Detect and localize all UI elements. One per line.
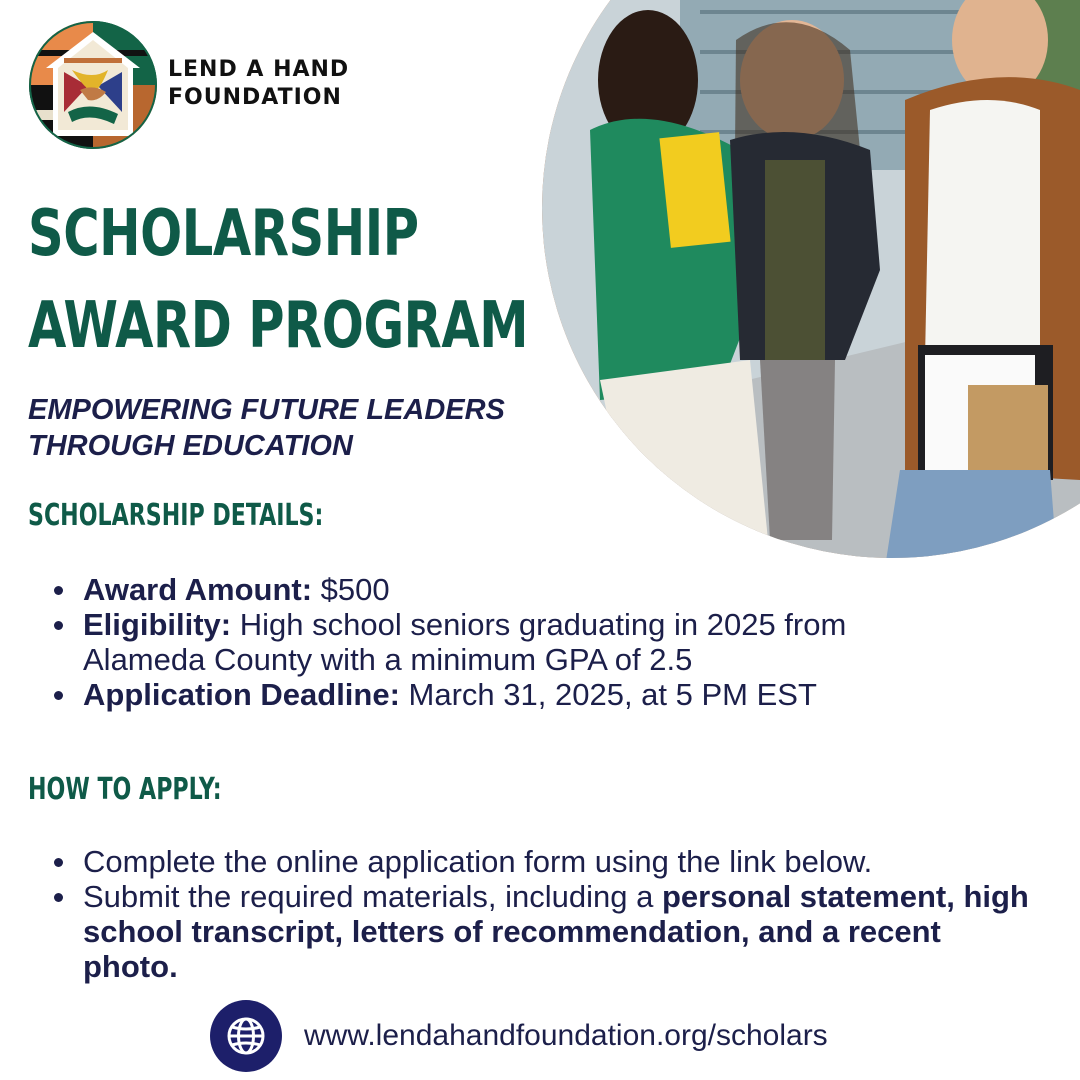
page-title (28, 188, 528, 372)
org-name-line2: FOUNDATION (168, 85, 342, 110)
title-line2: AWARD PROGRAM (28, 289, 529, 363)
required-materials: personal statement, high school transcript, letters of recommendation, and a recent photo. (83, 879, 1029, 984)
detail-label: Eligibility: (83, 607, 232, 642)
students-photo (540, 0, 1080, 600)
details-heading: SCHOLARSHIP DETAILS: (28, 498, 324, 533)
website-link[interactable] (210, 1000, 828, 1072)
foundation-logo (28, 20, 158, 150)
list-item (50, 879, 1040, 984)
list-item (50, 572, 890, 607)
details-list (50, 572, 890, 712)
list-item (50, 607, 890, 677)
list-item (50, 844, 1040, 879)
detail-label: Application Deadline: (83, 677, 400, 712)
apply-step-text: Submit the required materials, including a (83, 879, 662, 914)
apply-heading: HOW TO APPLY: (28, 772, 222, 807)
tagline-line2: THROUGH EDUCATION (28, 430, 353, 462)
title-line1: SCHOLARSHIP (28, 197, 419, 271)
detail-value: High school seniors graduating in 2025 from Alameda County with a minimum GPA of 2.5 (83, 607, 847, 677)
detail-value: $500 (312, 572, 390, 607)
org-name (168, 56, 349, 112)
list-item (50, 677, 890, 712)
tagline-line1: EMPOWERING FUTURE LEADERS (28, 394, 505, 426)
detail-value: March 31, 2025, at 5 PM EST (399, 677, 817, 712)
globe-icon (225, 1015, 267, 1057)
website-url[interactable]: www.lendahandfoundation.org/scholars (304, 1019, 828, 1052)
detail-label: Award Amount: (83, 572, 313, 607)
tagline (28, 392, 588, 464)
apply-list (50, 844, 1040, 984)
org-name-line1: LEND A HAND (168, 57, 350, 82)
globe-badge (210, 1000, 282, 1072)
apply-step-text: Complete the online application form using the link below. (83, 844, 873, 879)
